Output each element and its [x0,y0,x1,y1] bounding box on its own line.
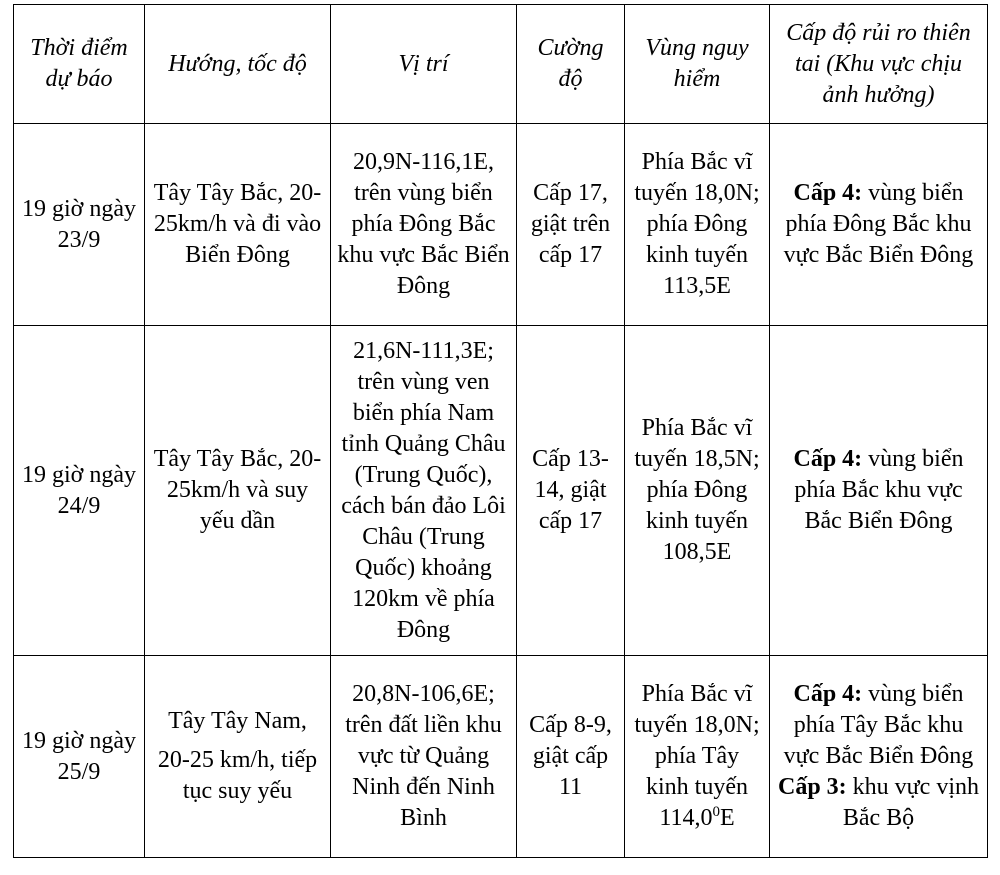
degree-superscript: 0 [712,804,720,820]
cell-forecast-time: 19 giờ ngày 24/9 [14,326,145,656]
cell-direction-speed [145,656,331,858]
risk-area: vùng biển phía Bắc khu vực Bắc Biển Đông [794,446,964,534]
cell-position: 21,6N-111,3E; trên vùng ven biển phía Nam tỉnh Quảng Châu (Trung Quốc), cách bán đảo Lôi Châu (Trung Quốc) khoảng 120km về phía Đông [331,326,517,656]
cell-forecast-time: 19 giờ ngày 25/9 [14,656,145,858]
cell-forecast-time: 19 giờ ngày 23/9 [14,124,145,326]
cell-position: 20,8N-106,6E; trên đất liền khu vực từ Quảng Ninh đến Ninh Bình [331,656,517,858]
direction-line: Tây Tây Nam, [168,708,307,734]
risk-level-label: Cấp 3: [778,774,847,800]
header-risk-level: Cấp độ rủi ro thiên tai (Khu vực chịu ảnh hưởng) [770,5,988,124]
table-row [14,656,988,858]
longitude-unit: E [719,805,735,831]
header-position: Vị trí [331,5,517,124]
risk-area: khu vực vịnh Bắc Bộ [842,774,979,831]
cell-intensity: Cấp 13-14, giật cấp 17 [517,326,625,656]
risk-entry [776,772,981,834]
cell-danger-zone [625,656,770,858]
cell-danger-zone: Phía Bắc vĩ tuyến 18,0N; phía Đông kinh tuyến 113,5E [625,124,770,326]
risk-entry [776,679,981,772]
header-row [14,5,988,124]
cell-risk-level [770,326,988,656]
risk-level-label: Cấp 4: [793,446,863,472]
cell-direction-speed: Tây Tây Bắc, 20-25km/h và suy yếu dần [145,326,331,656]
table-row [14,124,988,326]
header-forecast-time: Thời điểm dự báo [14,5,145,124]
header-direction-speed: Hướng, tốc độ [145,5,331,124]
header-intensity: Cường độ [517,5,625,124]
cell-risk-level [770,656,988,858]
table-row [14,326,988,656]
risk-level-label: Cấp 4: [793,681,863,707]
cell-danger-zone: Phía Bắc vĩ tuyến 18,5N; phía Đông kinh tuyến 108,5E [625,326,770,656]
risk-area: vùng biển phía Đông Bắc khu vực Bắc Biển Đông [783,180,974,268]
risk-area: vùng biển phía Tây Bắc khu vực Bắc Biển Đông [783,681,974,769]
cell-intensity: Cấp 17, giật trên cấp 17 [517,124,625,326]
cell-risk-level [770,124,988,326]
risk-level-label: Cấp 4: [793,180,863,206]
longitude-value: 114,0 [659,805,713,831]
cell-intensity: Cấp 8-9, giật cấp 11 [517,656,625,858]
speed-line: 20-25 km/h, tiếp tục suy yếu [157,747,318,804]
header-danger-zone: Vùng nguy hiểm [625,5,770,124]
danger-zone-text: Phía Bắc vĩ tuyến 18,0N; phía Tây kinh tuyến [634,681,760,800]
cell-position: 20,9N-116,1E, trên vùng biển phía Đông Bắc khu vực Bắc Biển Đông [331,124,517,326]
cell-direction-speed: Tây Tây Bắc, 20-25km/h và đi vào Biển Đông [145,124,331,326]
forecast-table [13,4,988,858]
